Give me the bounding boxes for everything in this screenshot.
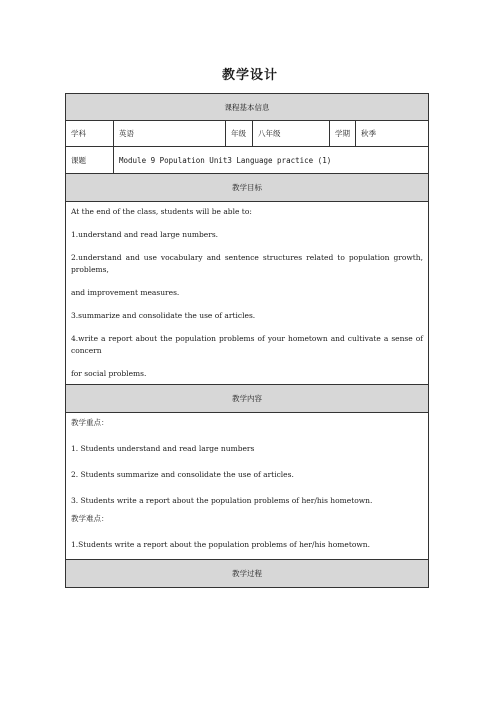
objectives-row (66, 202, 429, 385)
process-header: 教学过程 (66, 560, 429, 588)
topic-value: Module 9 Population Unit3 Language practice (1) (114, 147, 429, 174)
subject-label: 学科 (66, 121, 114, 147)
objective-item: 2.understand and use vocabulary and sentence structures related to population growth, problems, (71, 253, 424, 274)
basic-info-header-row (66, 94, 429, 121)
term-label: 学期 (330, 121, 356, 147)
topic-label: 课题 (66, 147, 114, 174)
objective-item: and improvement measures. (71, 288, 180, 297)
term-value: 秋季 (356, 121, 429, 147)
objectives-cell (66, 202, 429, 385)
difficult-points-label: 教学难点： (71, 514, 109, 523)
key-points-label: 教学重点： (71, 418, 109, 427)
objective-item: for social problems. (71, 369, 147, 378)
page-title: 教学设计 (221, 68, 278, 83)
content-row (66, 413, 429, 560)
content-header: 教学内容 (66, 385, 429, 413)
objective-item: 4.write a report about the population problems of your hometown and cultivate a sense of concern (71, 334, 424, 355)
objective-item: 1.understand and read large numbers. (71, 230, 219, 239)
content-cell (66, 413, 429, 560)
lesson-plan-table (65, 93, 429, 588)
objectives-header-row (66, 174, 429, 202)
objectives-intro: At the end of the class, students will be able to: (71, 207, 252, 216)
key-point-item: 2. Students summarize and consolidate the use of articles. (71, 470, 294, 479)
grade-label: 年级 (226, 121, 253, 147)
topic-row (66, 147, 429, 174)
objectives-header: 教学目标 (66, 174, 429, 202)
process-header-row (66, 560, 429, 588)
content-header-row (66, 385, 429, 413)
grade-value: 八年级 (253, 121, 330, 147)
basic-info-header: 课程基本信息 (66, 94, 429, 121)
basic-info-row (66, 121, 429, 147)
difficult-point-item: 1.Students write a report about the population problems of her/his hometown. (71, 540, 370, 549)
key-point-item: 1. Students understand and read large numbers (71, 444, 255, 453)
subject-value: 英语 (114, 121, 226, 147)
key-point-item: 3. Students write a report about the population problems of her/his hometown. (71, 496, 373, 505)
objective-item: 3.summarize and consolidate the use of articles. (71, 311, 256, 320)
